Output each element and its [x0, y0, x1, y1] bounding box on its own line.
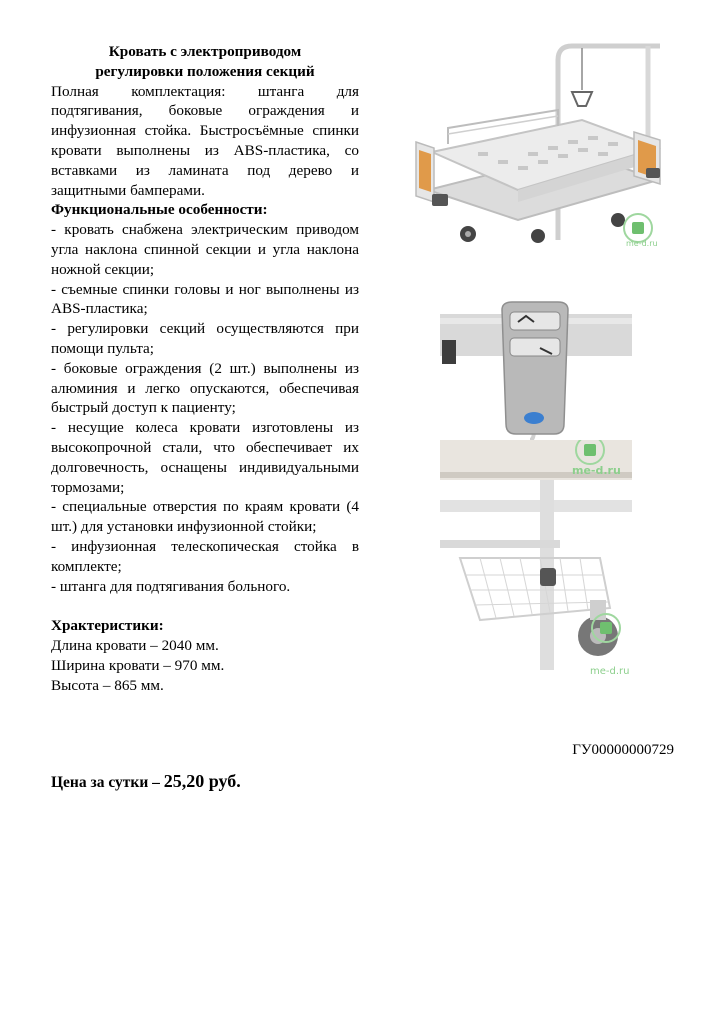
- product-code: ГУ00000000729: [572, 742, 674, 758]
- price-label: Цена за сутки –: [51, 774, 164, 791]
- features-heading: Функциональные особенности:: [51, 201, 268, 219]
- watermark-3: me-d.ru: [590, 666, 630, 677]
- product-title-line-2: регулировки положения секций: [95, 62, 315, 80]
- feature-item: - съемные спинки головы и ног выполнены из ABS-пластика;: [51, 280, 359, 318]
- spacer: [51, 596, 359, 616]
- feature-item: - регулировки секций осуществляются при помощи пульта;: [51, 320, 359, 357]
- intro-paragraph: Полная комплектация: штанга для подтягивания, боковые ограждения и инфузионная стойка. Быстросъёмные спинки кровати выполнены из ABS-пластика, со вставками из ламината под дерево и защитными бамперами.: [51, 82, 359, 199]
- basket-wheels-photo: [440, 440, 632, 680]
- price-value: 25,20 руб.: [163, 771, 241, 791]
- bed-photo: [408, 40, 670, 248]
- description-column: [51, 42, 359, 695]
- watermark-2: me-d.ru: [572, 464, 621, 477]
- remote-control-photo: [440, 300, 632, 440]
- feature-item: - инфузионная телескопическая стойка в комплекте;: [51, 537, 359, 575]
- feature-item: - несущие колеса кровати изготовлены из высокопрочной стали, что обеспечивает их долговечность, оснащены индивидуальными тормозами;: [51, 419, 359, 496]
- watermark-1: me-d.ru: [626, 239, 658, 248]
- feature-item: - кровать снабжена электрическим приводом угла наклона спинной секции и угла наклона ножной секции;: [51, 221, 359, 278]
- feature-item: - штанга для подтягивания больного.: [51, 577, 291, 595]
- spec-width: Ширина кровати – 970 мм.: [51, 656, 225, 674]
- feature-item: - специальные отверстия по краям кровати (4 шт.) для установки инфузионной стойки;: [51, 498, 359, 536]
- price-line: [51, 771, 241, 792]
- feature-item: - боковые ограждения (2 шт.) выполнены из алюминия и легко опускаются, обеспечивая быстрый доступ к пациенту;: [51, 359, 359, 417]
- spec-height: Высота – 865 мм.: [51, 676, 164, 694]
- product-title-line-1: Кровать с электроприводом: [108, 43, 302, 60]
- specs-heading: Храктеристики:: [51, 617, 164, 635]
- spec-length: Длина кровати – 2040 мм.: [51, 636, 219, 654]
